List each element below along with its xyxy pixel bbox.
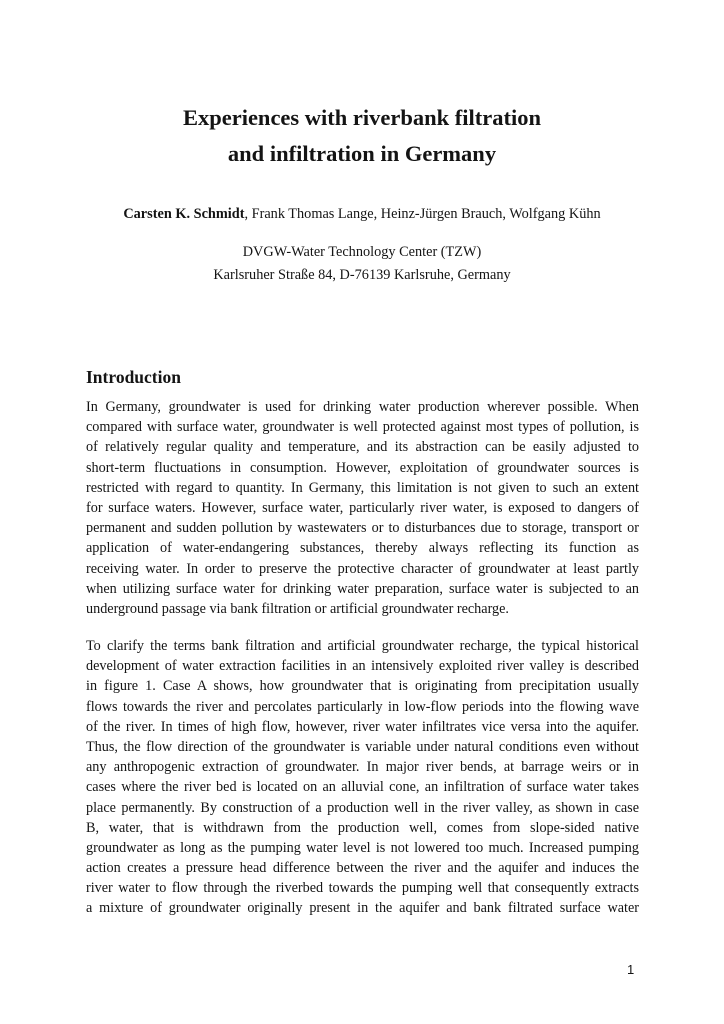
text-line: any anthropogenic extraction of groundwater. In major river bends, at barrage weirs or in bbox=[86, 759, 639, 776]
section-heading-introduction: Introduction bbox=[86, 367, 181, 387]
text-line: short-term fluctuations in consumption. However, exploitation of groundwater sources is bbox=[86, 459, 639, 476]
affiliation-address: Karlsruher Straße 84, D-76139 Karlsruhe, Germany bbox=[213, 267, 511, 283]
text-line: for surface waters. However, surface water, particularly river water, is exposed to dangers of bbox=[86, 499, 639, 516]
affiliation-institution: DVGW-Water Technology Center (TZW) bbox=[242, 244, 482, 260]
text-line: in figure 1. Case A shows, how groundwater that is originating from precipitation usually bbox=[86, 678, 639, 695]
paragraph-2 bbox=[86, 636, 639, 919]
text-line: river water to flow through the riverbed towards the pumping well that consequently extracts bbox=[86, 880, 639, 897]
text-line: a mixture of groundwater originally present in the aquifer and bank filtrated surface water bbox=[86, 900, 639, 917]
text-line: compared with surface water, groundwater is well protected against most types of pollution, is bbox=[86, 419, 639, 436]
page-number: 1 bbox=[627, 962, 635, 977]
text-line: when utilizing surface water for drinking water preparation, surface water is subjected to an bbox=[86, 580, 639, 597]
co-authors: , Frank Thomas Lange, Heinz-Jürgen Brauch, Wolfgang Kühn bbox=[244, 206, 601, 222]
text-line: restricted with regard to quantity. In Germany, this limitation is not given to such an extent bbox=[86, 479, 639, 496]
text-line: development of water extraction facilities in an intensively exploited river valley is described bbox=[86, 658, 639, 675]
lead-author: Carsten K. Schmidt bbox=[123, 206, 245, 222]
text-line: flows towards the river and percolates particularly in low-flow periods into the flowing wave bbox=[86, 698, 639, 715]
text-line: underground passage via bank filtration or artificial groundwater recharge. bbox=[86, 600, 509, 617]
text-line: place permanently. By construction of a production well in the river valley, as shown in case bbox=[86, 799, 639, 816]
title-line-2: and infiltration in Germany bbox=[227, 141, 497, 166]
text-line: cases where the river bed is located on an alluvial cone, an infiltration of surface water takes bbox=[86, 779, 639, 796]
text-line: permanent and sudden pollution by wastewaters or to disturbances due to storage, transport or bbox=[86, 520, 639, 537]
text-line: receiving water. In order to preserve the protective character of groundwater at least partly bbox=[86, 560, 639, 577]
paragraph-1 bbox=[86, 397, 639, 619]
text-line: groundwater as long as the pumping water level is not lowered too much. Increased pumping bbox=[86, 839, 639, 856]
text-line: action creates a pressure head difference between the river and the aquifer and induces the bbox=[86, 860, 639, 877]
author-list bbox=[0, 205, 724, 223]
text-line: application of water-endangering substances, thereby always reflecting its function as bbox=[86, 540, 639, 557]
text-line: of the river. In times of high flow, however, river water infiltrates vice versa into the aquifer. bbox=[86, 718, 639, 735]
title-line-1: Experiences with riverbank filtration bbox=[182, 105, 542, 130]
text-line: In Germany, groundwater is used for drinking water production wherever possible. When bbox=[86, 399, 639, 415]
text-line: B, water, that is withdrawn from the production well, comes from slope-sided native bbox=[86, 819, 639, 836]
paper-title bbox=[0, 100, 724, 172]
text-line: of relatively regular quality and temperature, and its abstraction can be easily adjusted to bbox=[86, 439, 639, 456]
text-line: Thus, the flow direction of the groundwater is variable under natural conditions even without bbox=[86, 738, 639, 755]
text-line: To clarify the terms bank filtration and artificial groundwater recharge, the typical historical bbox=[86, 638, 639, 654]
